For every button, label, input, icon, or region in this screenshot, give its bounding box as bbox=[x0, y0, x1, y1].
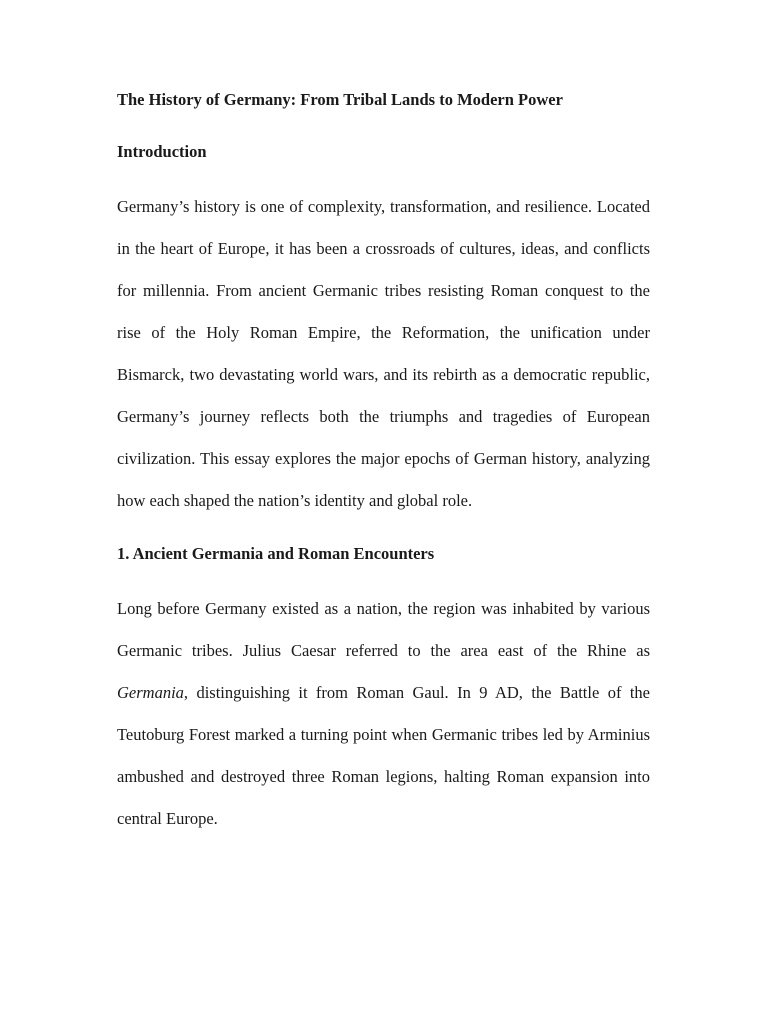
paragraph-text-before-italic: Long before Germany existed as a nation, the region was inhabited by various Germanic tribes. Julius Caesar referred to the area east of the Rhine as bbox=[117, 599, 650, 660]
section-heading-ancient-germania: 1. Ancient Germania and Roman Encounters bbox=[117, 544, 435, 563]
introduction-paragraph: Germany’s history is one of complexity, transformation, and resilience. Located in the heart of Europe, it has been a crossroads of cultures, ideas, and conflicts for millennia. From ancient Germanic tribes resisting Roman conquest to the rise of the Holy Roman Empire, the Reformation, the unification under Bismarck, two devastating world wars, and its rebirth as a democratic republic, Germany’s journey reflects both the triumphs and tragedies of European civilization. This essay explores the major epochs of German history, analyzing how each shaped the nation’s identity and global role. bbox=[117, 197, 650, 510]
paragraph-text-after-italic: , distinguishing it from Roman Gaul. In 9 AD, the Battle of the Teutoburg Forest marked a turning point when Germanic tribes led by Arminius ambushed and destroyed three Roman legions, halting Roman expansion into central Europe. bbox=[117, 683, 650, 828]
document-title: The History of Germany: From Tribal Lands to Modern Power bbox=[117, 90, 563, 109]
ancient-germania-paragraph bbox=[117, 588, 650, 840]
section-heading-introduction: Introduction bbox=[117, 142, 207, 161]
document-page bbox=[117, 86, 650, 858]
italic-term-germania: Germania bbox=[117, 683, 184, 702]
